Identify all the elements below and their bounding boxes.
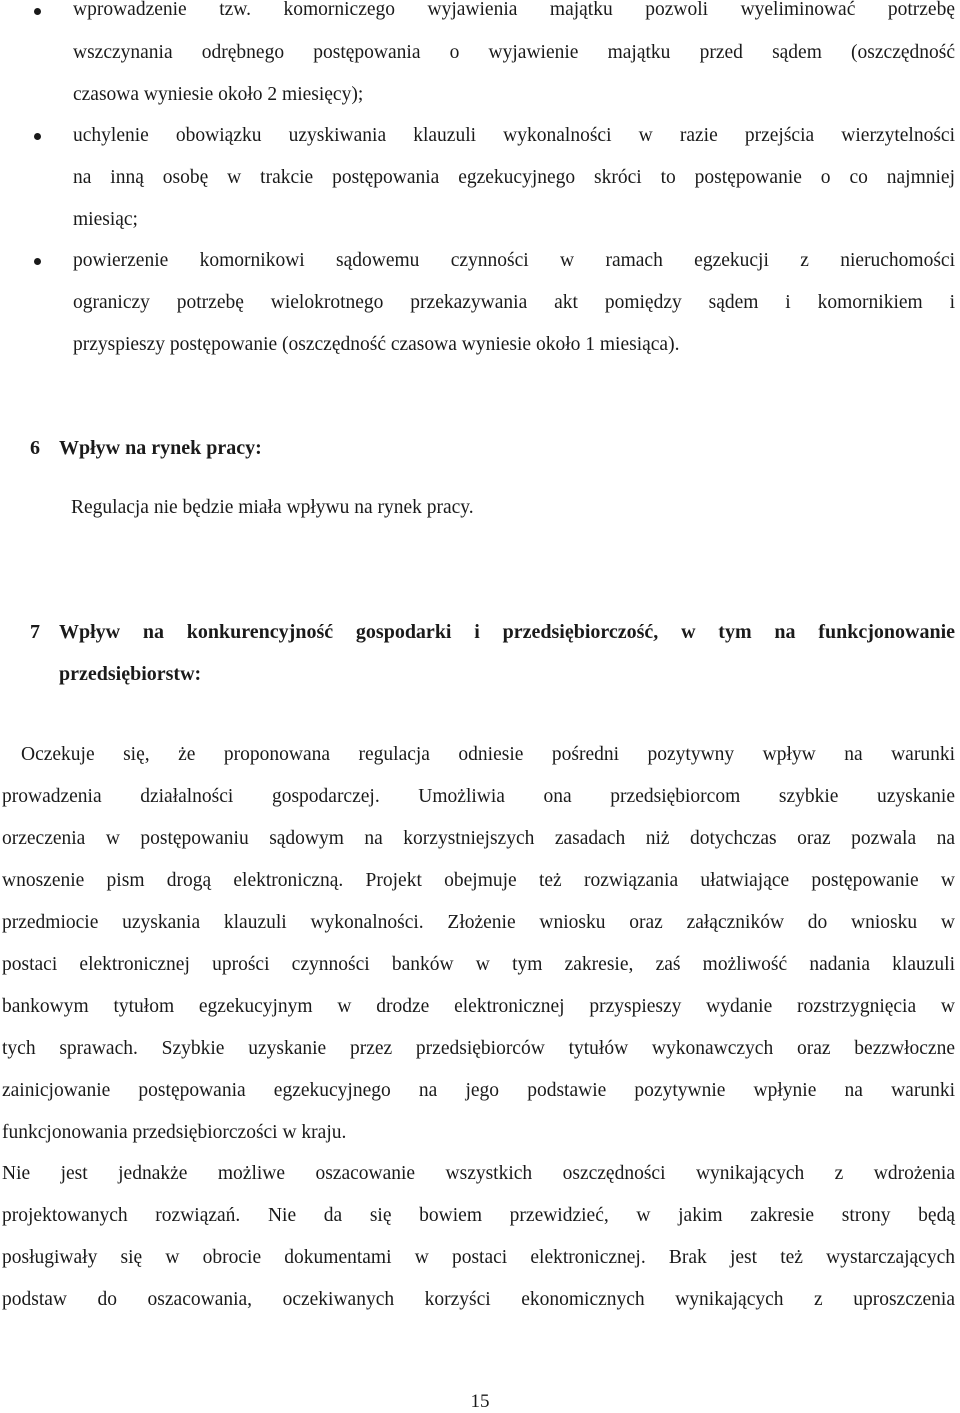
body-line: posługiwały się w obrocie dokumentami w postaci elektronicznej. Brak jest też wystarczających	[2, 1247, 955, 1268]
body-line: funkcjonowania przedsiębiorczości w kraju.	[2, 1122, 347, 1143]
bullet-text-line: wprowadzenie tzw. komorniczego wyjawienia majątku pozwoli wyeliminować potrzebę	[73, 0, 955, 20]
body-line: przedmiocie uzyskania klauzuli wykonalności. Złożenie wniosku oraz załączników do wniosku w	[2, 912, 955, 933]
section-title: Wpływ na rynek pracy:	[59, 437, 262, 459]
section-title: przedsiębiorstw:	[59, 663, 202, 685]
bullet-text-line: miesiąc;	[73, 209, 138, 230]
bullet-marker	[34, 133, 41, 140]
bullet-text-line: wszczynania odrębnego postępowania o wyjawienie majątku przed sądem (oszczędność	[73, 42, 955, 63]
body-line: zainicjowanie postępowania egzekucyjnego na jego podstawie pozytywnie wpłynie na warunki	[2, 1080, 955, 1101]
body-line: bankowym tytułom egzekucyjnym w drodze elektronicznej przyspieszy wydanie rozstrzygnięcia w	[2, 996, 955, 1017]
bullet-marker	[34, 8, 41, 15]
bullet-text-line: uchylenie obowiązku uzyskiwania klauzuli wykonalności w razie przejścia wierzytelności	[73, 125, 955, 146]
bullet-marker	[34, 258, 41, 265]
body-line: podstaw do oszacowania, oczekiwanych korzyści ekonomicznych wynikających z uproszczenia	[2, 1289, 955, 1310]
bullet-text-line: powierzenie komornikowi sądowemu czynności w ramach egzekucji z nieruchomości	[73, 250, 955, 271]
body-line: wnoszenie pism drogą elektroniczną. Projekt obejmuje też rozwiązania ułatwiające postępowanie w	[2, 870, 955, 891]
body-line: Oczekuje się, że proponowana regulacja odniesie pośredni pozytywny wpływ na warunki	[21, 744, 955, 765]
body-line: postaci elektronicznej uprości czynności banków w tym zakresie, zaś możliwość nadania klauzuli	[2, 954, 955, 975]
body-line: Nie jest jednakże możliwe oszacowanie wszystkich oszczędności wynikających z wdrożenia	[2, 1163, 955, 1184]
body-line: orzeczenia w postępowaniu sądowym na korzystniejszych zasadach niż dotychczas oraz pozwala na	[2, 828, 955, 849]
section-number: 7	[30, 621, 40, 643]
bullet-text-line: ograniczy potrzebę wielokrotnego przekazywania akt pomiędzy sądem i komornikiem i	[73, 292, 955, 313]
section-body: Regulacja nie będzie miała wpływu na rynek pracy.	[71, 497, 474, 518]
bullet-text-line: na inną osobę w trakcie postępowania egzekucyjnego skróci to postępowanie o co najmniej	[73, 167, 955, 188]
bullet-text-line: przyspieszy postępowanie (oszczędność czasowa wyniesie około 1 miesiąca).	[73, 334, 680, 355]
body-line: tych sprawach. Szybkie uzyskanie przez przedsiębiorców tytułów wykonawczych oraz bezzwłoczne	[2, 1038, 955, 1059]
body-line: projektowanych rozwiązań. Nie da się bowiem przewidzieć, w jakim zakresie strony będą	[2, 1205, 955, 1226]
section-title: Wpływ na konkurencyjność gospodarki i przedsiębiorczość, w tym na funkcjonowanie	[59, 621, 955, 643]
bullet-text-line: czasowa wyniesie około 2 miesięcy);	[73, 84, 364, 105]
page-number: 15	[470, 1391, 490, 1412]
body-line: prowadzenia działalności gospodarczej. Umożliwia ona przedsiębiorcom szybkie uzyskanie	[2, 786, 955, 807]
section-number: 6	[30, 437, 40, 459]
